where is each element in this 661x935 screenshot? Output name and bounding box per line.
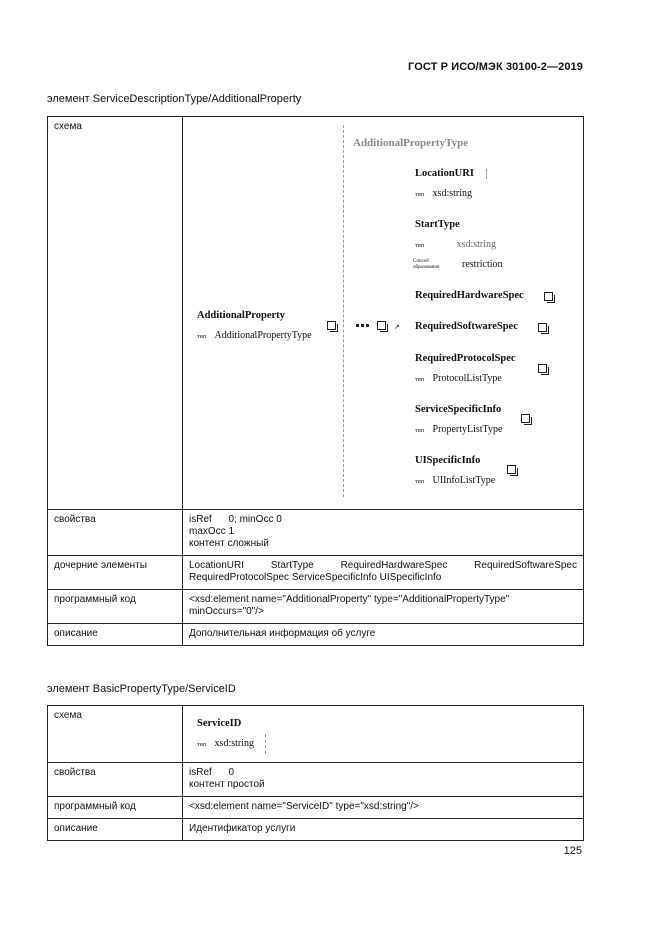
child-method-start-type: restriction <box>462 259 503 270</box>
complex-type-icon <box>521 414 530 423</box>
type-label: тип <box>415 192 425 198</box>
type-label: тип <box>197 334 207 340</box>
child-guide-line <box>486 169 487 179</box>
type-label: тип <box>197 742 207 748</box>
child-type-ui-specific-info: UIInfoListType <box>432 475 496 486</box>
section-caption: элемент ServiceDescriptionType/AdditionalProperty <box>47 93 302 105</box>
code-value: <xsd:element name="AdditionalProperty" type="AdditionalPropertyType" minOccurs="0"/> <box>183 590 584 624</box>
child-name-start-type: StartType <box>415 219 460 230</box>
method-label: Способ <box>413 259 429 264</box>
schema-diagram <box>183 706 583 762</box>
complex-type-icon <box>544 292 553 301</box>
element-spec-table <box>47 116 584 646</box>
element-name: ServiceID <box>197 718 242 729</box>
child-type-service-specific-info: PropertyListType <box>432 424 503 435</box>
schema-label: схема <box>48 706 183 763</box>
properties-label: свойства <box>48 763 183 797</box>
type-label: тип <box>415 479 425 485</box>
element-type: xsd:string <box>214 738 254 749</box>
code-label: программный код <box>48 797 183 819</box>
section-caption: элемент BasicPropertyType/ServiceID <box>47 683 236 695</box>
schema-label: схема <box>48 117 183 510</box>
description-value: Идентификатор услуги <box>183 819 584 841</box>
sequence-guide-line <box>343 125 344 497</box>
child-type-location-uri: xsd:string <box>432 188 472 199</box>
sequence-mark: ↗ <box>394 323 400 331</box>
complex-type-icon <box>327 321 336 330</box>
child-type-start-type: xsd:string <box>456 239 496 250</box>
element-spec-table <box>47 705 584 841</box>
child-name-ui-specific-info: UISpecificInfo <box>415 455 481 466</box>
properties-label: свойства <box>48 510 183 556</box>
child-name-required-software-spec: RequiredSoftwareSpec <box>415 321 518 332</box>
code-value: <xsd:element name="ServiceID" type="xsd:string"/> <box>183 797 584 819</box>
type-label: тип <box>415 428 425 434</box>
guide-line <box>265 734 266 754</box>
sequence-icon <box>377 321 386 330</box>
type-label: тип <box>415 377 425 383</box>
root-element-name: AdditionalProperty <box>197 310 285 321</box>
properties-value: isRef 0; minOcc 0 maxOcc 1 контент сложный <box>183 510 584 556</box>
properties-value: isRef 0 контент простой <box>183 763 584 797</box>
child-elements-label: дочерние элементы <box>48 556 183 590</box>
description-value: Дополнительная информация об услуге <box>183 624 584 646</box>
complex-type-icon <box>538 364 547 373</box>
description-label: описание <box>48 819 183 841</box>
schema-diagram <box>183 117 583 509</box>
page-number: 125 <box>563 845 582 857</box>
child-elements-value: LocationURI StartType RequiredHardwareSpec RequiredSoftwareSpec RequiredProtocolSpec ServiceSpecificInfo UISpecificInfo <box>183 556 584 590</box>
document-header: ГОСТ Р ИСО/МЭК 30100-2—2019 <box>408 61 583 73</box>
sequence-connector <box>356 324 369 327</box>
child-name-required-protocol-spec: RequiredProtocolSpec <box>415 353 516 364</box>
complex-type-icon <box>507 465 516 474</box>
root-type: AdditionalPropertyType <box>214 330 312 341</box>
method-label-2: образования <box>413 265 440 270</box>
group-type-title: AdditionalPropertyType <box>353 137 469 149</box>
complex-type-icon <box>538 323 547 332</box>
child-name-location-uri: LocationURI <box>415 168 474 179</box>
type-label: тип <box>415 243 425 249</box>
child-name-required-hardware-spec: RequiredHardwareSpec <box>415 290 524 301</box>
code-label: программный код <box>48 590 183 624</box>
child-type-required-protocol-spec: ProtocolListType <box>432 373 502 384</box>
child-name-service-specific-info: ServiceSpecificInfo <box>415 404 502 415</box>
description-label: описание <box>48 624 183 646</box>
